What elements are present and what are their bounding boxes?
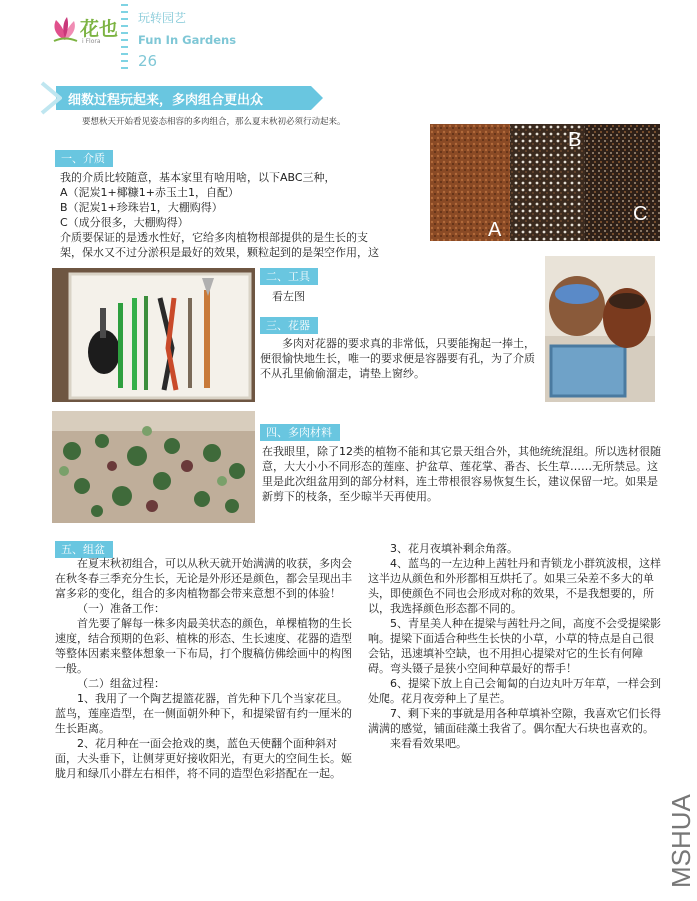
section-medium-text	[60, 170, 430, 260]
assembly-right-column	[368, 541, 663, 751]
medium-line: A（泥炭1+椰糠1+赤玉土1，自配）	[60, 186, 239, 199]
soil-label-c: C	[633, 203, 648, 225]
watermark	[656, 790, 697, 890]
assembly-left-column	[55, 556, 357, 781]
section-title-cn: 玩转园艺	[138, 11, 187, 25]
plants-text: 在我眼里，除了12类的植物不能和其它景天组合外，其他统统混组。所以选材很随意，大大小小不同形态的莲座、护盆草、莲花掌、番杏、长生草……无所禁忌。这里是此次组盆用到的部分材料，连土带根很容易恢复生长，建议保留一坨。如果是新剪下的枝条，至少晾半天再使用。	[262, 445, 661, 503]
medium-line: B（泥炭1+珍珠岩1，大棚购得）	[60, 201, 223, 214]
assembly-paragraph: 来看看效果吧。	[390, 737, 467, 750]
assembly-paragraph: 首先要了解每一株多肉最美状态的颜色，单棵植物的生长速度，结合预期的色彩、植株的形态、生长速度、花器的造型等整体因素来整体想象一下布局，打个腹稿仿佛绘画中的构图一般。	[55, 617, 352, 675]
assembly-paragraph: 4、蓝鸟的一左边种上茜牡丹和青锁龙小群筑波根，这样这半边从颜色和外形都相互烘托了。如果三朵差不多大的单头，即使颜色不同也会形成对称的效果，不是我想要的，所以，我选择颜色形态都不同的。	[368, 557, 661, 615]
assembly-paragraph: 在夏末秋初组合，可以从秋天就开始满满的收获，多肉会在秋冬春三季充分生长，无论是外形还是颜色，都会呈现出丰富多彩的变化，组合的多肉植物都会带来意想不到的体验！	[55, 557, 352, 600]
section-title-en: Fun In Gardens	[138, 33, 237, 47]
section-tag-plants: 四、多肉材料	[260, 424, 340, 441]
assembly-paragraph: 6、提梁下放上自己会匍匐的白边丸叶万年草，一样会到处爬。花月夜旁种上了星芒。	[368, 677, 661, 705]
medium-line: 介质要保证的是透水性好，它给多肉植物根部提供的是生长的支	[60, 231, 368, 244]
assembly-paragraph: （二）组盆过程：	[77, 677, 165, 690]
logo-text: 花也	[80, 18, 119, 40]
header-divider	[121, 4, 128, 72]
tools-photo	[52, 268, 255, 402]
flower-logo-icon	[50, 14, 80, 44]
assembly-paragraph: 2、花月种在一面会抢戏的奥，蓝色天使翻个面种斜对面，大头垂下，让侧芽更好接收阳光，有更大的空间生长。姬胧月和绿爪小群左右相伴，将不同的造型色彩搭配在一起。	[55, 737, 352, 780]
medium-line: C（成分很多，大棚购得）	[60, 216, 189, 229]
assembly-paragraph: 1、我用了一个陶艺提篮花器，首先种下几个当家花旦。蓝鸟，莲座造型，在一侧面朝外种下，和提梁留有约一厘米的生长距离。	[55, 692, 352, 735]
soil-label-a: A	[488, 219, 502, 241]
article-subtitle: 要想秋天开始看见姿态相容的多肉组合，那么夏末秋初必须行动起来。	[82, 117, 346, 127]
logo-subtext: i Flora	[82, 38, 101, 45]
watermark-text: MSHUA	[666, 794, 696, 888]
article-title: 细数过程玩起来，多肉组合更出众	[68, 93, 264, 108]
soil-photo	[430, 124, 660, 241]
assembly-paragraph: 3、花月夜填补剩余角落。	[390, 542, 518, 555]
title-banner-tip	[311, 86, 323, 110]
assembly-paragraph: （一）准备工作：	[77, 602, 165, 615]
page-number: 26	[138, 52, 158, 70]
assembly-paragraph: 7、剩下来的事就是用各种草填补空隙，我喜欢它们长得满满的感觉，铺面硅藻土我省了。偶尔配大石块也喜欢的。	[368, 707, 661, 735]
pots-text: 多肉对花器的要求真的非常低，只要能掬起一捧土，便很愉快地生长，唯一的要求便是容器要有孔，为了介质不从孔里偷偷溜走，请垫上窗纱。	[260, 337, 535, 380]
section-tag-assembly: 五、组盆	[55, 541, 113, 558]
succulents-photo	[52, 411, 255, 523]
medium-line: 我的介质比较随意，基本家里有啥用啥，以下ABC三种，	[60, 171, 336, 184]
medium-line: 架，保水又不过分淤积是最好的效果，颗粒起到的是架空作用，这	[60, 246, 379, 259]
tools-text: 看左图	[272, 290, 305, 303]
section-tag-tools: 二、工具	[260, 268, 318, 285]
assembly-paragraph: 5、青星美人种在提梁与茜牡丹之间，高度不会受提梁影响。提梁下面适合种些生长快的小草，小草的特点是自己很会钻，迅速填补空缺，也不用担心提梁对它的生长有何障碍。弯头镊子是狭小空间种草最好的帮手！	[368, 617, 661, 675]
section-tag-pots: 三、花器	[260, 317, 318, 334]
banner-arrow-icon	[40, 81, 62, 115]
section-tag-medium: 一、介质	[55, 150, 113, 167]
soil-label-b: B	[568, 129, 582, 151]
pots-photo	[545, 256, 655, 402]
